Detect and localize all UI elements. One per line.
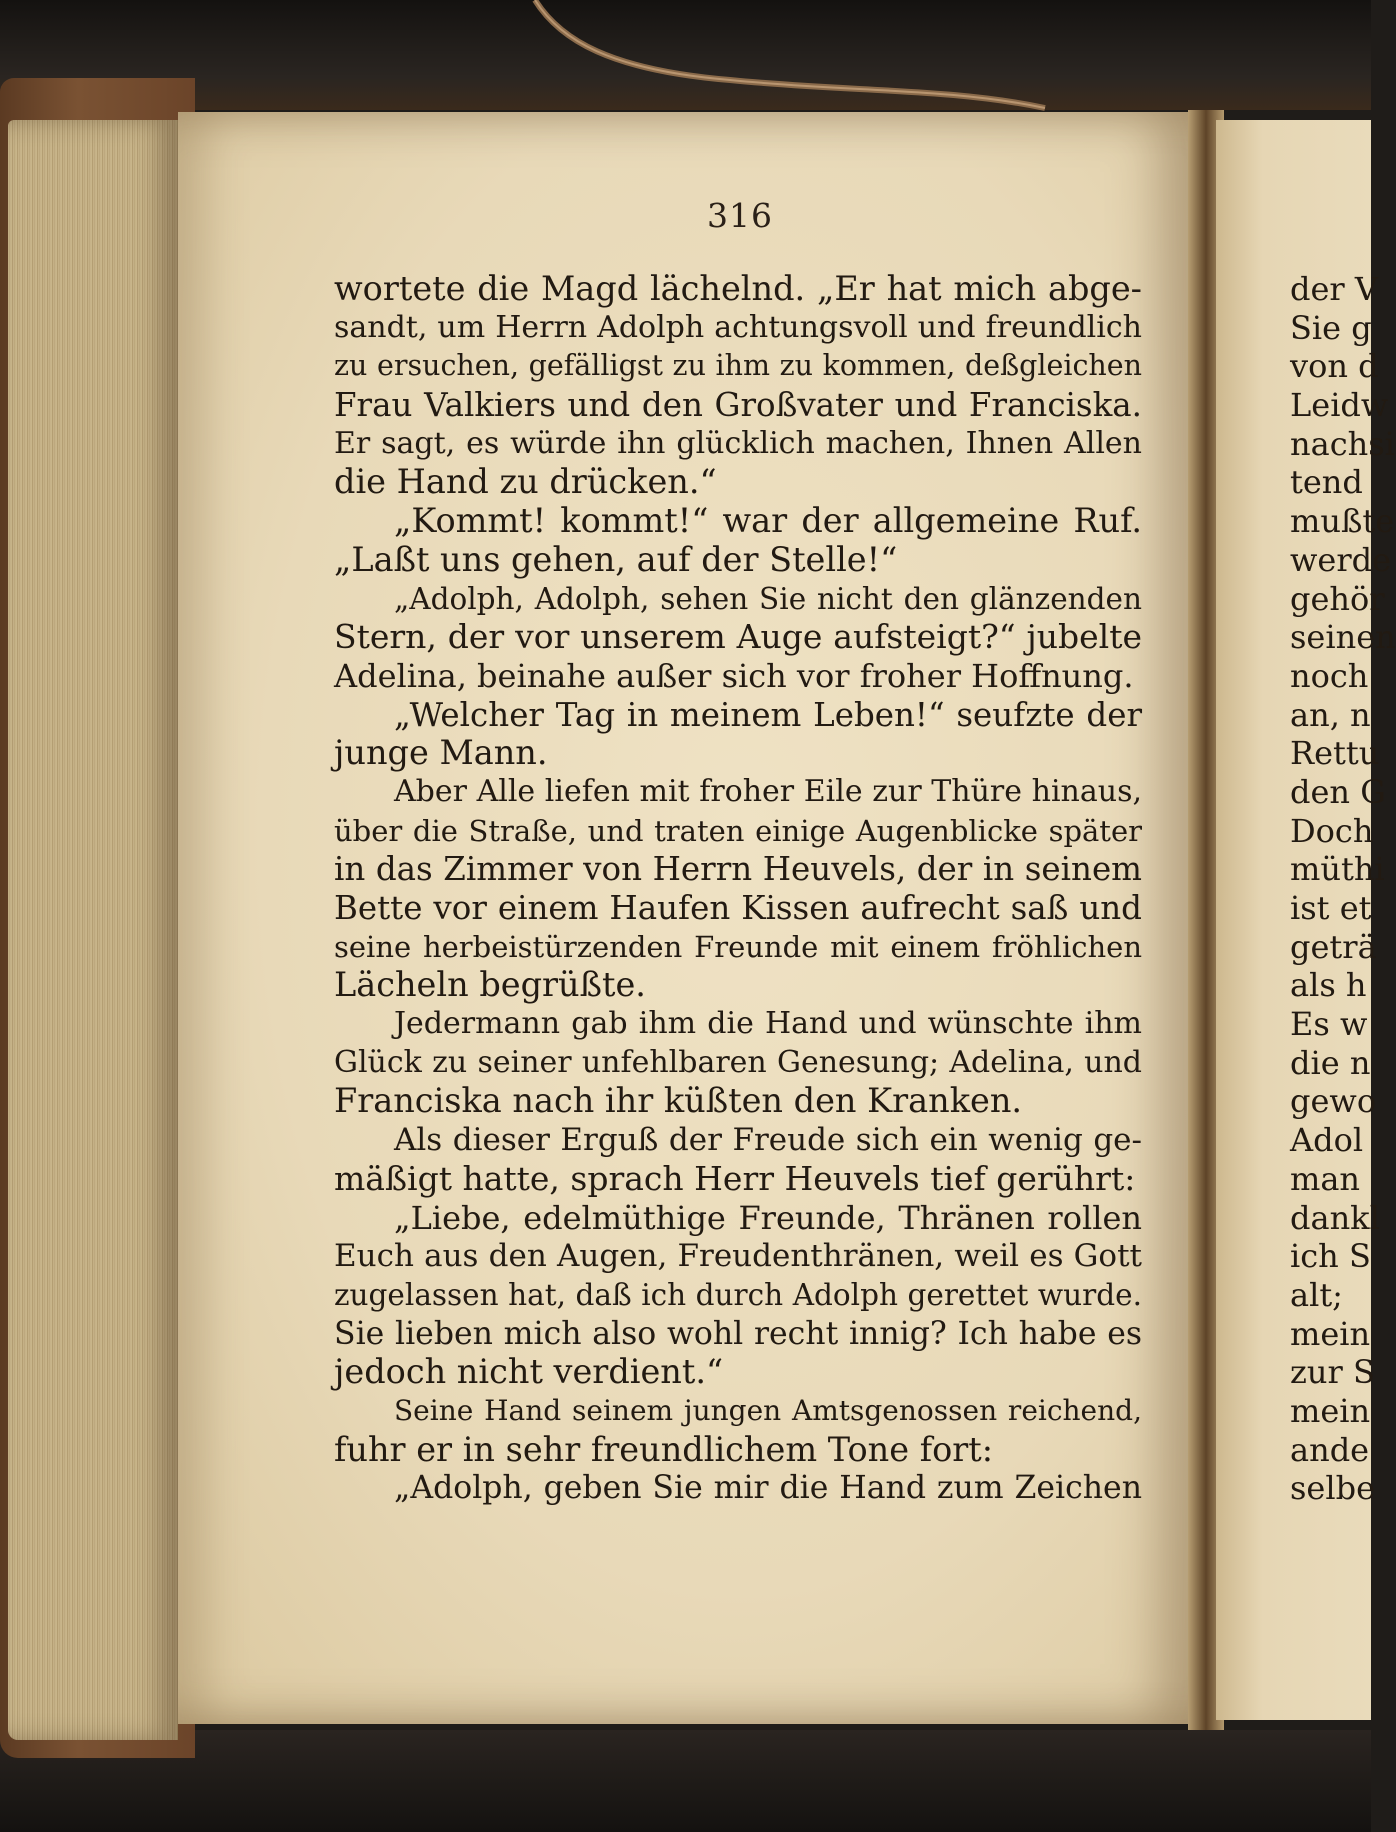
text-line: Glück zu seiner unfehlbaren Genesung; Adelina, und bbox=[334, 1044, 1142, 1080]
facing-text-line: müthi bbox=[1290, 850, 1385, 889]
facing-text-line: dankl bbox=[1290, 1198, 1380, 1237]
dark-background-bottom bbox=[0, 1730, 1371, 1832]
facing-text-line: selbe bbox=[1290, 1469, 1376, 1508]
facing-text-line: gehör bbox=[1290, 579, 1385, 618]
text-line: zu ersuchen, gefälligst zu ihm zu kommen, deßgleichen bbox=[334, 349, 1142, 383]
page-block-edges bbox=[8, 120, 178, 1740]
facing-text-line: Leidw bbox=[1290, 386, 1389, 425]
facing-text-line: ich S bbox=[1290, 1237, 1371, 1276]
facing-text-line: Es w bbox=[1290, 1005, 1368, 1044]
facing-text-line: den G bbox=[1290, 772, 1386, 811]
text-line: mäßigt hatte, sprach Herr Heuvels tief gerührt: bbox=[334, 1158, 1136, 1198]
text-line: die Hand zu drücken.“ bbox=[334, 462, 717, 502]
text-line: „Laßt uns gehen, auf der Stelle!“ bbox=[334, 539, 898, 579]
page-number: 316 bbox=[707, 196, 773, 235]
text-line: Er sagt, es würde ihn glücklich machen, Ihnen Allen bbox=[334, 425, 1142, 461]
facing-text-line: Adol bbox=[1290, 1121, 1364, 1160]
facing-text-line: nachsi bbox=[1290, 424, 1395, 463]
text-line: „Adolph, Adolph, sehen Sie nicht den glänzenden bbox=[394, 581, 1142, 616]
text-line: Euch aus den Augen, Freudenthränen, weil es Gott bbox=[334, 1238, 1142, 1275]
text-line: Adelina, beinahe außer sich vor froher Hoffnung. bbox=[334, 656, 1134, 695]
facing-text-line: mußte bbox=[1290, 502, 1395, 541]
text-line: Bette vor einem Haufen Kissen aufrecht saß und bbox=[334, 889, 1142, 927]
facing-page-text bbox=[1290, 270, 1396, 1508]
facing-text-line: Rettu bbox=[1290, 734, 1380, 773]
facing-text-line: man bbox=[1290, 1159, 1361, 1198]
text-line: Franciska nach ihr küßten den Kranken. bbox=[334, 1081, 1023, 1121]
facing-text-line: die n bbox=[1290, 1043, 1371, 1082]
facing-text-line: geträ bbox=[1290, 927, 1377, 966]
text-line: Frau Valkiers und den Großvater und Franciska. bbox=[334, 386, 1142, 425]
text-line: Stern, der vor unserem Auge aufsteigt?“ jubelte bbox=[334, 617, 1142, 657]
text-line: „Welcher Tag in meinem Leben!“ seufzte der bbox=[394, 695, 1142, 734]
facing-text-line: zur S bbox=[1290, 1353, 1375, 1392]
text-line: zugelassen hat, daß ich durch Adolph gerettet wurde. bbox=[334, 1277, 1142, 1312]
facing-text-line: ande bbox=[1290, 1430, 1370, 1469]
text-line: über die Straße, und traten einige Augenblicke später bbox=[334, 813, 1142, 848]
text-line: Lächeln begrüßte. bbox=[334, 965, 646, 1005]
text-line: „Liebe, edelmüthige Freunde, Thränen rollen bbox=[394, 1198, 1142, 1237]
facing-text-line: als h bbox=[1290, 966, 1367, 1005]
text-line: Als dieser Erguß der Freude sich ein wenig ge- bbox=[394, 1122, 1142, 1159]
text-line: Jedermann gab ihm die Hand und wünschte ihm bbox=[394, 1006, 1142, 1042]
facing-text-line: an, n bbox=[1290, 695, 1371, 734]
facing-text-line: Doch bbox=[1290, 811, 1374, 850]
facing-text-line: seinen bbox=[1290, 618, 1396, 657]
text-line: seine herbeistürzenden Freunde mit einem fröhlichen bbox=[334, 929, 1142, 964]
text-line: in das Zimmer von Herrn Heuvels, der in seinem bbox=[334, 850, 1142, 889]
page-body-text bbox=[334, 270, 1142, 1508]
facing-text-line: alt; bbox=[1290, 1275, 1343, 1314]
facing-text-line: ist et bbox=[1290, 889, 1372, 927]
facing-text-line: gewo bbox=[1290, 1082, 1377, 1121]
text-line: fuhr er in sehr freundlichem Tone fort: bbox=[334, 1429, 994, 1469]
text-line: sandt, um Herrn Adolph achtungsvoll und freundlich bbox=[334, 309, 1142, 345]
bookmark-ribbon bbox=[530, 0, 1050, 110]
text-line: wortete die Magd lächelnd. „Er hat mich abge- bbox=[334, 269, 1142, 308]
facing-text-line: mein bbox=[1290, 1314, 1371, 1353]
facing-text-line: werde bbox=[1290, 540, 1392, 579]
text-line: Aber Alle liefen mit froher Eile zur Thüre hinaus, bbox=[394, 773, 1142, 809]
text-line: Seine Hand seinem jungen Amtsgenossen reichend, bbox=[394, 1393, 1142, 1427]
facing-text-line: tend bbox=[1290, 463, 1363, 502]
facing-text-line: noch bbox=[1290, 656, 1369, 695]
facing-text-line: Sie g bbox=[1290, 308, 1372, 347]
facing-text-line: mein bbox=[1290, 1391, 1371, 1430]
facing-text-line: der V bbox=[1290, 270, 1378, 308]
text-line: jedoch nicht verdient.“ bbox=[334, 1352, 724, 1392]
text-line: junge Mann. bbox=[334, 733, 548, 773]
text-line: „Adolph, geben Sie mir die Hand zum Zeichen bbox=[394, 1470, 1142, 1507]
text-line: „Kommt! kommt!“ war der allgemeine Ruf. bbox=[394, 501, 1142, 541]
text-line: Sie lieben mich also wohl recht innig? Ich habe es bbox=[334, 1315, 1142, 1352]
facing-text-line: von d bbox=[1290, 347, 1379, 386]
